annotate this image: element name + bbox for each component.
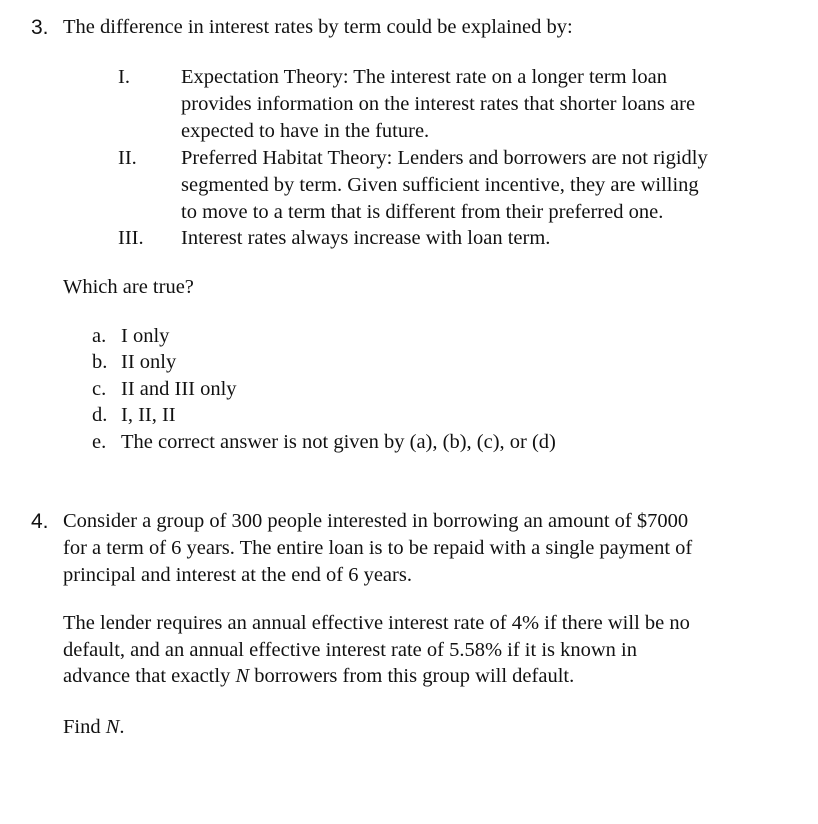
question-number: 3.	[31, 16, 49, 39]
paragraph-line: The lender requires an annual effective interest rate of 4% if there will be no	[63, 612, 690, 634]
text-run: advance that exactly	[63, 665, 236, 687]
question-number: 4.	[31, 510, 49, 533]
find-instruction	[63, 717, 125, 738]
paragraph-line: for a term of 6 years. The entire loan is to be repaid with a single payment of	[63, 537, 693, 559]
paragraph-line: principal and interest at the end of 6 years.	[63, 564, 412, 586]
statement-line: expected to have in the future.	[181, 120, 430, 142]
statement-numeral: I.	[118, 66, 130, 88]
paragraph-line: Consider a group of 300 people interested in borrowing an amount of $7000	[63, 510, 689, 532]
statement-line: Preferred Habitat Theory: Lenders and borrowers are not rigidly	[181, 147, 708, 169]
question-prompt: Which are true?	[63, 276, 194, 298]
paragraph-line: default, and an annual effective interest rate of 5.58% if it is known in	[63, 639, 637, 661]
statement-numeral: II.	[118, 147, 137, 169]
option-letter: c.	[92, 378, 107, 400]
text-run: borrowers from this group will default.	[249, 665, 575, 687]
variable-n: N	[235, 665, 250, 687]
text-run: Find	[63, 716, 106, 738]
statement-line: to move to a term that is different from their preferred one.	[181, 201, 664, 223]
option-text: II and III only	[121, 378, 237, 400]
text-run: .	[119, 716, 125, 738]
statement-line: Interest rates always increase with loan term.	[181, 227, 551, 249]
variable-n: N	[105, 716, 120, 738]
option-text: I only	[121, 325, 170, 347]
statement-line: provides information on the interest rates that shorter loans are	[181, 93, 696, 115]
option-text: II only	[121, 351, 177, 373]
statement-line: Expectation Theory: The interest rate on a longer term loan	[181, 66, 667, 88]
option-letter: d.	[92, 404, 108, 426]
option-letter: b.	[92, 351, 108, 373]
option-letter: e.	[92, 431, 107, 453]
paragraph-line	[63, 666, 574, 687]
statement-line: segmented by term. Given sufficient incentive, they are willing	[181, 174, 699, 196]
option-text: The correct answer is not given by (a), (b), (c), or (d)	[121, 431, 556, 453]
option-letter: a.	[92, 325, 107, 347]
question-stem: The difference in interest rates by term could be explained by:	[63, 16, 573, 38]
statement-numeral: III.	[118, 227, 144, 249]
option-text: I, II, II	[121, 404, 176, 426]
